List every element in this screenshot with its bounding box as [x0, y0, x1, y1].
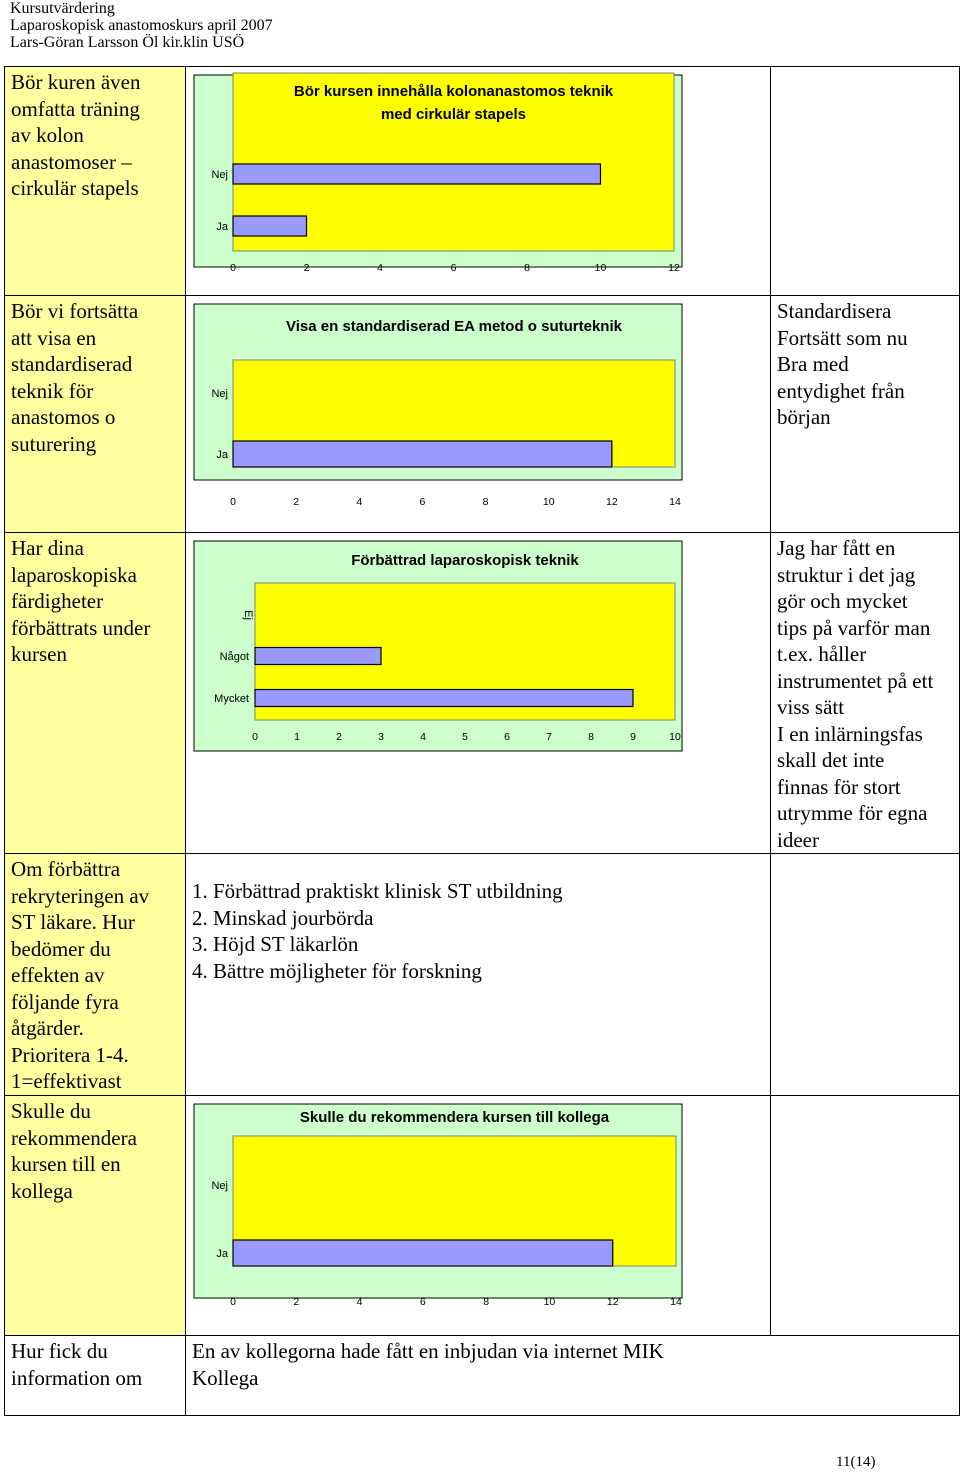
tick-label: 9 [630, 731, 636, 743]
tick-label: 4 [356, 496, 363, 508]
tick-label: 12 [606, 496, 618, 508]
table-row [5, 533, 960, 854]
chart-cell [186, 67, 771, 296]
question-cell [5, 1336, 186, 1416]
comment-text: ideer [777, 827, 819, 852]
tick-label: 5 [462, 731, 468, 743]
tick-label: 6 [419, 496, 426, 508]
question-cell [5, 533, 186, 854]
comment-text: Fortsätt som nu [777, 325, 908, 350]
comment-text: utrymme för egna [777, 801, 928, 825]
question-text: 1=effektivast [11, 1069, 122, 1093]
category-label: Nej [211, 169, 228, 181]
question-text: förbättrats under [11, 615, 151, 640]
question-text: av kolon [11, 123, 84, 147]
comment-text: t.ex. håller [777, 642, 867, 666]
answer-cell [186, 854, 771, 1096]
question-text: bedömer du [11, 936, 111, 961]
comment-cell [771, 67, 960, 296]
evaluation-table [4, 66, 960, 1416]
question-text: åtgärder. [11, 1016, 84, 1040]
bar [233, 216, 307, 236]
question-text: Hur fick du [11, 1339, 108, 1363]
header-line-2: Laparoskopisk anastomoskurs april 2007 [10, 17, 273, 34]
tick-label: 10 [542, 496, 555, 508]
tick-label: 2 [303, 262, 310, 274]
category-label: Ja [216, 449, 228, 461]
tick-label: 0 [230, 262, 236, 274]
tick-label: 6 [504, 731, 510, 743]
category-label: Mycket [214, 693, 249, 705]
answer-text: 3. Höjd ST läkarlön [192, 932, 359, 956]
question-text: anastomoser – [11, 149, 132, 174]
question-text: standardiserad [11, 352, 133, 376]
tick-label: 10 [543, 1296, 556, 1308]
question-cell [5, 296, 186, 533]
question-text: effekten av [11, 963, 105, 987]
bar [233, 1240, 613, 1266]
comment-text: entydighet från [777, 378, 905, 403]
question-text: Prioritera 1-4. [11, 1042, 129, 1067]
bar-chart [186, 67, 769, 294]
category-label: Ja [216, 221, 228, 233]
comment-text: början [777, 405, 831, 429]
question-text: Har dina [11, 536, 84, 560]
comment-text: Bra med [777, 352, 849, 376]
question-text: information om [11, 1365, 143, 1390]
question-cell [5, 67, 186, 296]
comment-cell [771, 533, 960, 854]
comment-text: tips på varför man [777, 615, 931, 640]
tick-label: 8 [483, 1296, 490, 1308]
header-line-3: Lars-Göran Larsson Öl kir.klin USÖ [10, 34, 245, 51]
answer-text: Kollega [192, 1365, 259, 1390]
question-text: teknik för [11, 378, 94, 403]
chart-cell [186, 296, 771, 533]
tick-label: 7 [546, 731, 552, 743]
page-number: 11(14) [836, 1454, 876, 1470]
tick-label: 6 [450, 262, 457, 274]
comment-cell [771, 1096, 960, 1336]
tick-label: 6 [419, 1296, 426, 1308]
bar [255, 648, 381, 665]
question-text: anastomos o [11, 405, 116, 429]
tick-label: 8 [524, 262, 530, 274]
question-text: färdigheter [11, 589, 104, 613]
category-label: Ja [216, 1248, 228, 1260]
question-text: Bör kuren även [11, 70, 141, 94]
question-text: Bör vi fortsätta [11, 299, 139, 323]
comment-text: viss sätt [777, 695, 845, 719]
page-header [10, 0, 273, 51]
comment-text: struktur i det jag [777, 562, 916, 587]
tick-label: 1 [294, 731, 300, 743]
tick-label: 2 [293, 1296, 300, 1308]
answer-cell [186, 1336, 960, 1416]
tick-label: 0 [230, 1296, 236, 1308]
tick-label: 2 [293, 496, 300, 508]
bar [233, 441, 612, 467]
question-text: omfatta träning [11, 96, 140, 121]
tick-label: 8 [482, 496, 489, 508]
tick-label: 14 [669, 496, 681, 508]
category-label: Nej [211, 1180, 228, 1192]
chart-title: Förbättrad laparoskopisk teknik [351, 552, 579, 569]
category-label: Ej [242, 610, 254, 620]
question-text: Skulle du [11, 1099, 91, 1123]
category-label: Nej [211, 388, 228, 400]
answer-text: 1. Förbättrad praktiskt klinisk ST utbildning [192, 879, 563, 903]
answer-text: 4. Bättre möjligheter för forskning [192, 958, 482, 983]
tick-label: 12 [606, 1296, 619, 1308]
question-text: laparoskopiska [11, 562, 137, 587]
question-text: att visa en [11, 325, 97, 350]
table-row [5, 1336, 960, 1416]
tick-label: 14 [670, 1296, 682, 1308]
chart-title: med cirkulär stapels [380, 106, 527, 123]
tick-label: 10 [594, 262, 607, 274]
comment-text: gör och mycket [777, 589, 908, 613]
chart-cell [186, 1096, 771, 1336]
table-row [5, 1096, 960, 1336]
tick-label: 4 [420, 731, 426, 743]
chart-title: Skulle du rekommendera kursen till kollega [299, 1109, 610, 1126]
bar [255, 690, 633, 707]
table-row [5, 296, 960, 533]
comment-text: Jag har fått en [777, 536, 896, 560]
question-text: cirkulär stapels [11, 176, 139, 200]
comment-text: skall det inte [777, 748, 885, 772]
bar-chart [186, 1096, 769, 1334]
table-row [5, 67, 960, 296]
tick-label: 12 [668, 262, 680, 274]
tick-label: 4 [356, 1296, 363, 1308]
table-row [5, 854, 960, 1096]
tick-label: 8 [588, 731, 594, 743]
bar [233, 164, 601, 184]
question-text: ST läkare. Hur [11, 910, 135, 934]
comment-text: I en inlärningsfas [777, 721, 923, 746]
question-text: kollega [11, 1178, 73, 1203]
question-cell [5, 1096, 186, 1336]
bar-chart [186, 533, 769, 849]
comment-cell [771, 854, 960, 1096]
tick-label: 0 [252, 731, 258, 743]
chart-cell [186, 533, 771, 854]
bar-chart [186, 296, 769, 531]
question-text: kursen till en [11, 1152, 121, 1176]
question-text: följande fyra [11, 989, 119, 1014]
chart-title: Visa en standardiserad EA metod o suturteknik [286, 318, 622, 335]
answer-text: 2. Minskad jourbörda [192, 905, 374, 930]
tick-label: 0 [230, 496, 236, 508]
answer-text: En av kollegorna hade fått en inbjudan via internet MIK [192, 1339, 664, 1363]
category-label: Något [219, 651, 249, 663]
question-text: kursen [11, 642, 67, 666]
question-text: rekommendera [11, 1125, 137, 1150]
comment-text: Standardisera [777, 299, 892, 323]
tick-label: 3 [378, 731, 384, 743]
question-text: suturering [11, 431, 97, 456]
tick-label: 4 [377, 262, 383, 274]
question-text: rekryteringen av [11, 883, 150, 908]
comment-text: finnas för stort [777, 774, 901, 799]
comment-cell [771, 296, 960, 533]
header-line-1: Kursutvärdering [10, 0, 115, 17]
chart-title: Bör kursen innehålla kolonanastomos teknik [293, 83, 614, 100]
tick-label: 2 [336, 731, 342, 743]
question-cell [5, 854, 186, 1096]
question-text: Om förbättra [11, 857, 121, 881]
comment-text: instrumentet på ett [777, 668, 934, 693]
tick-label: 10 [669, 731, 681, 743]
